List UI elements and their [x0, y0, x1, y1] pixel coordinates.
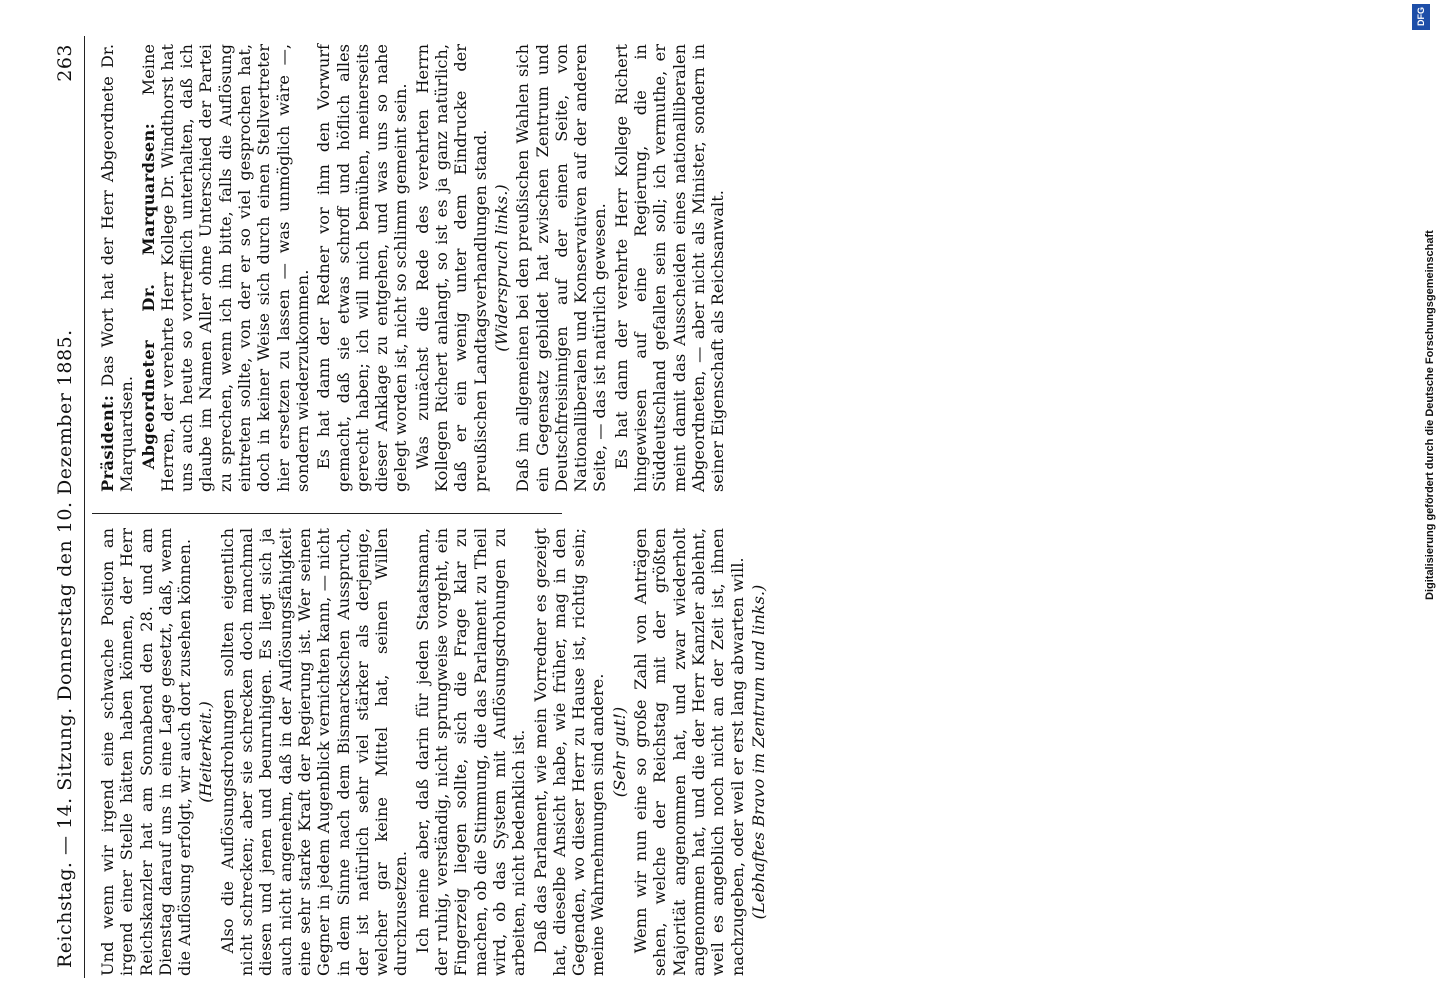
- stage-direction: (Heiterkeit.): [196, 701, 216, 803]
- page-number: 263: [54, 44, 76, 82]
- paragraph: Daß das Parlament, wie mein Vorredner es gezeigt hat, dieselbe Ansicht habe, wie früher, mag in den Gegenden, wo dieser Herr zu Hause ist, richtig sein; meine Wahrnehmungen sind andere.: [530, 528, 608, 976]
- column-divider: [92, 513, 562, 514]
- speech-paragraph: [139, 44, 313, 492]
- stage-direction: (Sehr gut!): [609, 706, 629, 798]
- speaker-name: Präsident:: [98, 394, 117, 492]
- speech-text: Das Wort hat der Herr Abgeordnete Dr. Marquardsen.: [98, 44, 137, 492]
- speech-text: Meine Herren, der verehrte Herr Kollege Dr. Windthorst hat uns auch heute so vortrefflich unterhalten, daß ich glaube im Namen Aller ohne Unterschied der Partei zu sprechen, wenn ich ihn bitte, falls die Auflösung eintreten sollte, von der er so viel gesprochen hat, doch in keiner Weise sich durch einen Stellvertreter hier ersetzen zu lassen — was unmöglich wäre —, sondern wiederzukommen.: [138, 44, 312, 492]
- header-rule: [84, 36, 85, 978]
- rotated-page: [18, 28, 1410, 988]
- dfg-logo: DFG: [1412, 4, 1430, 30]
- paragraph: Also die Auflösungsdrohungen sollten eigentlich nicht schrecken; aber sie schrecken doch manchmal diesen und jenen und beunruhigen. Es liegt sich ja auch nicht angenehm, daß in der Auflösungsfähigkeit eine sehr starke Kraft der Regierung ist. Wer seinen Gegner in jedem Augenblick vernichten kann, — nicht in dem Sinne nach dem Bismarckschen Ausspruch, der ist natürlich sehr viel stärker als derjenige, welcher gar keine Mittel hat, seinen Willen durchzusetzen.: [217, 528, 411, 976]
- paragraph: Wenn wir nun eine so große Zahl von Anträgen sehen, welche der Reichstag mit der größten Majorität angenommen hat, und zwar wiederholt angenommen hat, und die der Herr Kanzler ablehnt, weil es angeblich noch nicht an der Zeit ist, ihnen nachzugeben, oder weil er erst lang abwarten will.: [631, 528, 747, 976]
- running-title: Reichstag. — 14. Sitzung. Donnerstag den 10. Dezember 1885.: [54, 329, 76, 968]
- paragraph: Es hat dann der verehrte Herr Kollege Richert hingewiesen auf eine Regierung, die in Süddeutschland gefallen sein soll; ich vermuthe, er meint damit das Ausscheiden eines nationalliberalen Abgeordneten, — aber nicht als Minister, sondern in seiner Eigenschaft als Reichsanwalt.: [611, 44, 728, 492]
- paragraph: Ich meine aber, daß darin für jeden Staatsmann, der ruhig, verständig, nicht sprungweise vorgeht, ein Fingerzeig liegen sollte, sich die Frage klar zu machen, ob die Stimmung, die das Parlament zu Theil wird, ob das System mit Auflösungsdrohungen zu arbeiten, nicht bedenklich ist.: [412, 528, 529, 976]
- paragraph: Es hat dann der Redner vor ihm den Vorwurf gemacht, daß sie etwas schroff und höflich alles gerecht haben; ich will mich bemühen, meinerseits dieser Anklage zu entgehen, und was uns so nahe gelegt worden ist, nicht so schlimm gemeint sein.: [314, 44, 411, 492]
- paragraph: Und wenn wir irgend eine schwache Position an irgend einer Stelle hätten haben können, der Herr Reichskanzler hat am Sonnabend den 28. und am Dienstag darauf uns in eine Lage gesetzt, daß, wenn die Auflösung erfolgt, wir auch dort zusehen können.: [98, 528, 195, 976]
- stage-direction: (Widerspruch links.): [491, 184, 511, 352]
- left-column: [98, 528, 770, 976]
- right-column: [98, 44, 730, 492]
- paragraph: Was zunächst die Rede des verehrten Herrn Kollegen Richert anlangt, so ist es ja ganz natürlich, daß er ein wenig unter dem Eindrucke der preußischen Landtagsverhandlungen stand.: [412, 44, 490, 492]
- speaker-name: Abgeordneter Dr. Marquardsen:: [138, 122, 158, 470]
- speech-paragraph: [98, 44, 137, 492]
- page-header: [48, 28, 88, 988]
- paragraph: Daß im allgemeinen bei den preußischen Wahlen sich ein Gegensatz gebildet hat zwischen Zentrum und Deutschfreisinnigen auf der einen Seite, von Nationalliberalen und Konservativen auf der anderen Seite, — das ist natürlich gewesen.: [513, 44, 610, 492]
- digitization-note: Digitalisierung gefördert durch die Deutsche Forschungsgemeinschaft: [1424, 230, 1436, 600]
- stage-direction: (Lebhaftes Bravo im Zentrum und links.): [748, 584, 768, 920]
